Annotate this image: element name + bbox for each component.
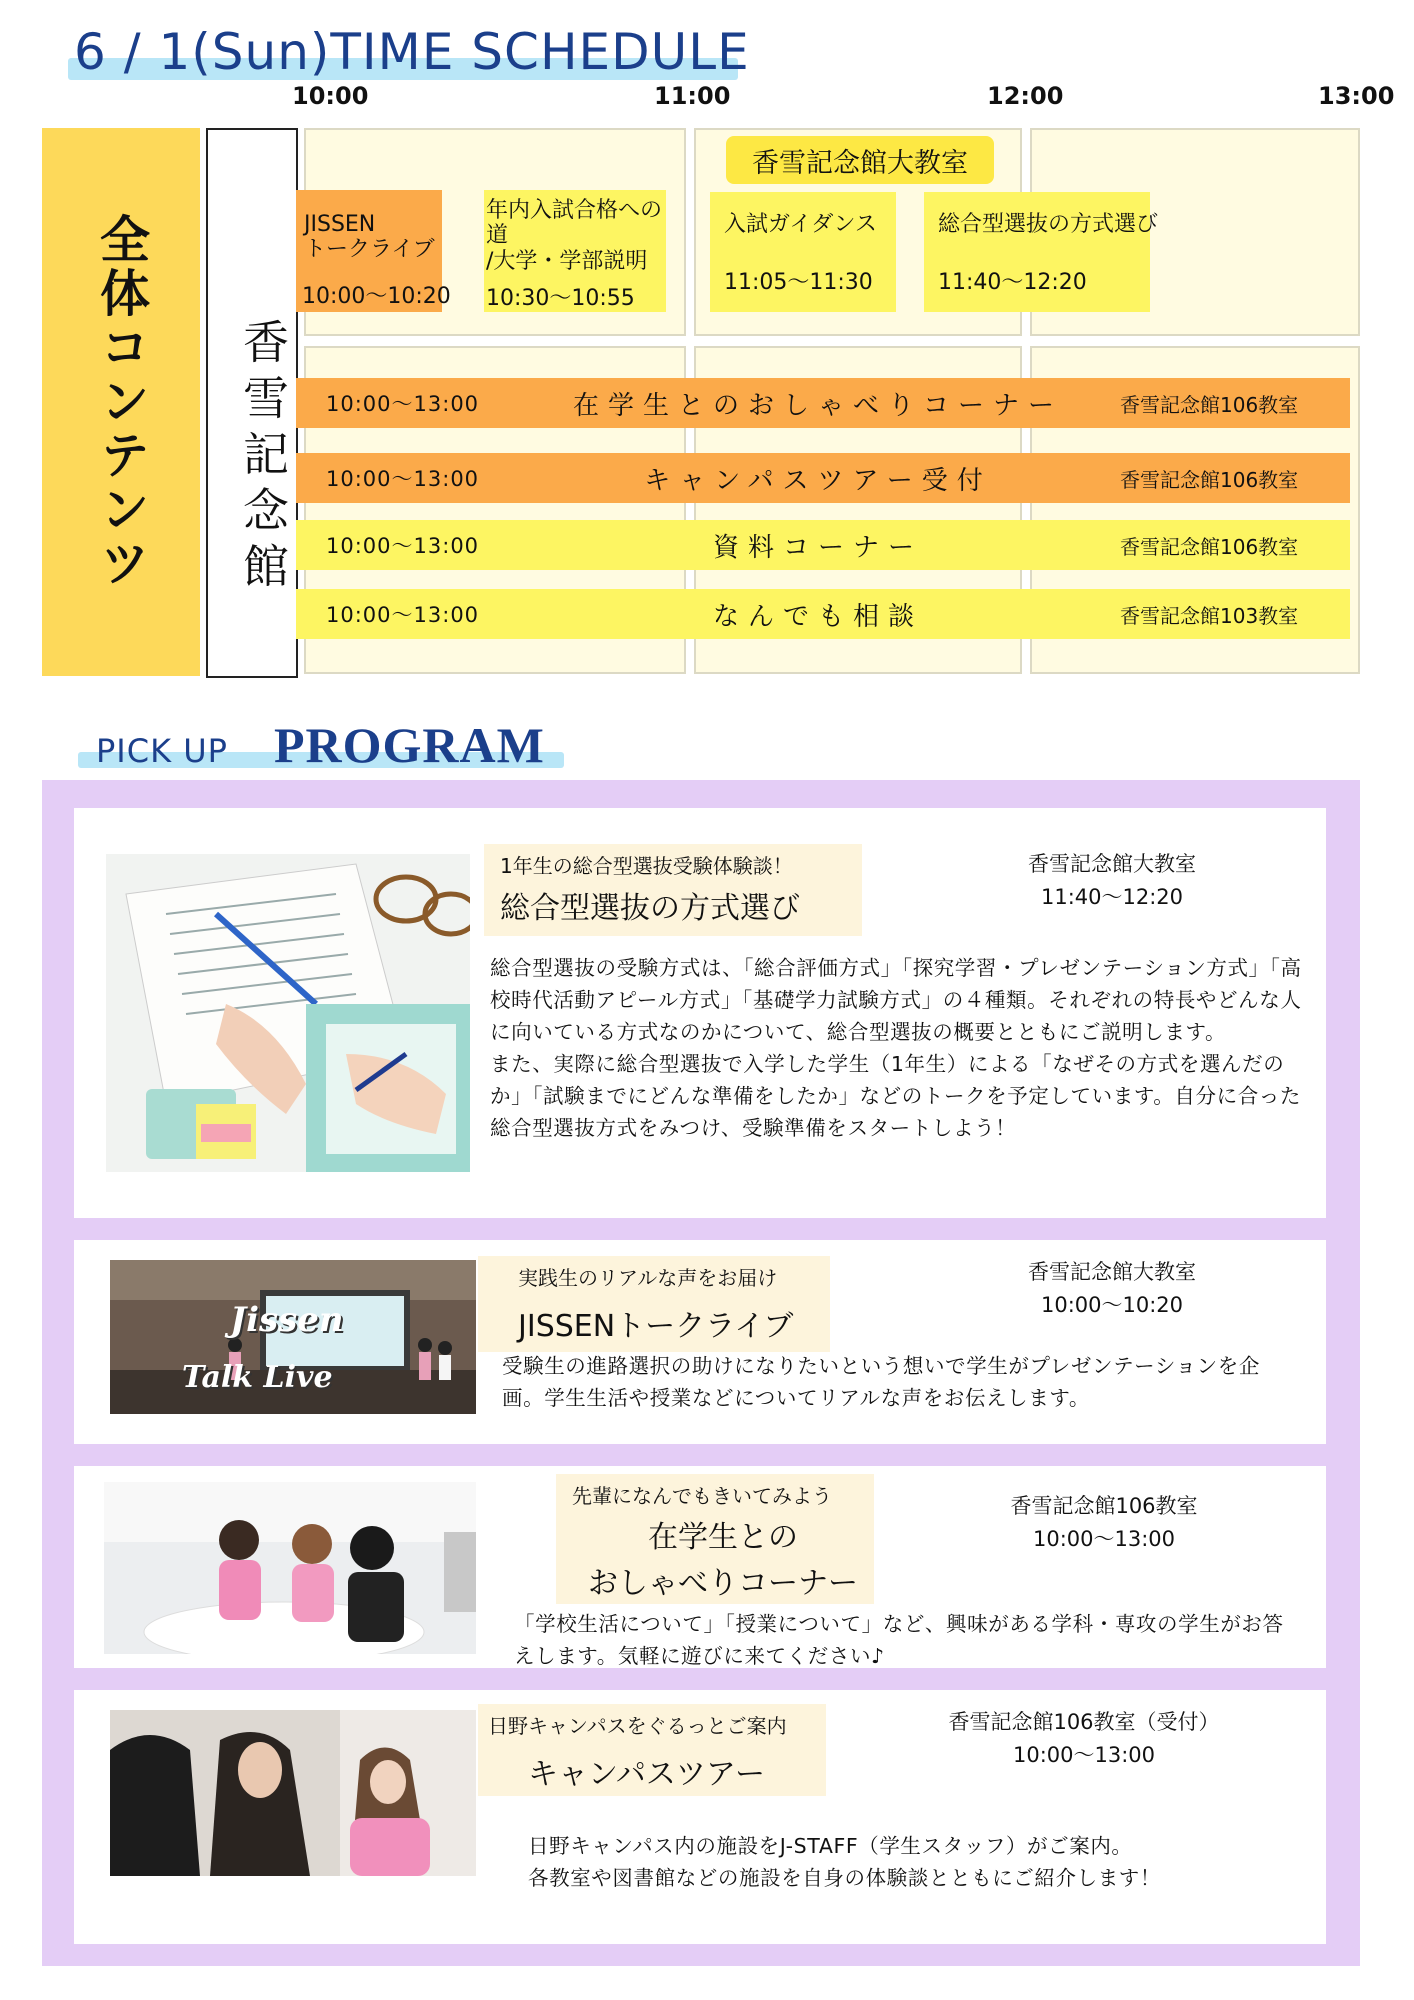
program-room: 香雪記念館大教室 xyxy=(1028,1260,1196,1284)
program-meta xyxy=(932,1256,1292,1322)
bar-time: 10:00〜13:00 xyxy=(326,467,480,491)
all-day-bar xyxy=(296,520,1350,570)
session-title: 年内入試合格への道 /大学・学部説明 xyxy=(486,198,663,274)
bar-room: 香雪記念館106教室 xyxy=(1120,467,1299,492)
program-description: 受験生の進路選択の助けになりたいという想いで学生がプレゼンテーションを企画。学生生活や授業などについてリアルな声をお伝えします。 xyxy=(502,1354,1260,1410)
page-title: 6 / 1(Sun)TIME SCHEDULE xyxy=(74,23,750,81)
bar-room: 香雪記念館106教室 xyxy=(1120,534,1299,559)
program-tag: 先輩になんでもきいてみよう xyxy=(572,1484,832,1508)
program-photo-campus-tour xyxy=(110,1710,476,1876)
room-tag: 香雪記念館大教室 xyxy=(726,136,994,184)
bar-room: 香雪記念館103教室 xyxy=(1120,603,1299,628)
program-description: 総合型選抜の受験方式は、「総合評価方式」「探究学習・プレゼンテーション方式」「高校時代活動アピール方式」「基礎学力試験方式」の４種類。それぞれの特長やどんな人に向いている方式なのかについて、総合型選抜の概要とともにご説明します。 また、実際に総合型選抜で入学した学生（1年生）による「なぜその方式を選んだのか」「試験までにどんな準備をしたか」などのトークを予定しています。自分に合った総合型選抜方式をみつけ、受験準備をスタートしよう！ xyxy=(490,956,1302,1140)
time-axis-label: 11:00 xyxy=(654,82,731,110)
session-admission-guide xyxy=(484,190,666,312)
session-method-selection xyxy=(924,192,1159,312)
program-description: 日野キャンパス内の施設をJ-STAFF（学生スタッフ）がご案内。 各教室や図書館などの施設を自身の体験談とともにご紹介します！ xyxy=(528,1834,1161,1890)
venue-box xyxy=(206,128,298,678)
program-card-method-selection xyxy=(74,808,1326,1218)
bar-room: 香雪記念館106教室 xyxy=(1120,392,1299,417)
bar-time: 10:00〜13:00 xyxy=(326,603,480,627)
program-photo-talk-live xyxy=(110,1260,476,1414)
program-card-talk-live xyxy=(74,1240,1326,1444)
program-time: 10:00〜10:20 xyxy=(1040,1293,1184,1317)
all-day-bar xyxy=(296,589,1350,639)
bar-title: なんでも相談 xyxy=(712,601,923,632)
program-card-chat-corner xyxy=(74,1466,1326,1668)
program-room: 香雪記念館106教室 xyxy=(1010,1494,1198,1518)
all-day-bar xyxy=(296,453,1350,503)
program-photo-study xyxy=(106,854,470,1172)
bar-time: 10:00〜13:00 xyxy=(326,392,480,416)
session-time: 11:40〜12:20 xyxy=(938,270,1087,295)
talk-live-logo-text: Talk Live xyxy=(182,1360,333,1395)
bar-time: 10:00〜13:00 xyxy=(326,534,480,558)
all-day-bar xyxy=(296,378,1350,428)
program-room: 香雪記念館大教室 xyxy=(1028,852,1196,876)
program-subtitle-box xyxy=(478,1256,830,1352)
pickup-label-small: PICK UP xyxy=(96,732,228,770)
bar-title: 資料コーナー xyxy=(712,532,923,563)
program-meta xyxy=(924,1490,1284,1556)
program-description: 「学校生活について」「授業について」など、興味がある学科・専攻の学生がお答えします。気軽に遊びに来てください♪ xyxy=(514,1612,1284,1668)
program-subtitle-box xyxy=(478,1704,826,1796)
program-photo-chat-corner xyxy=(104,1482,476,1654)
program-tag: 日野キャンパスをぐるっとご案内 xyxy=(488,1714,787,1738)
program-time: 10:00〜13:00 xyxy=(1012,1743,1156,1767)
bar-title: 在学生とのおしゃべりコーナー xyxy=(572,390,1063,421)
program-title: キャンパスツアー xyxy=(528,1757,765,1792)
session-title: 総合型選抜の方式選び xyxy=(938,212,1159,237)
program-time: 10:00〜13:00 xyxy=(1032,1527,1176,1551)
program-tag: 実践生のリアルな声をお届け xyxy=(518,1266,778,1290)
time-axis-label: 10:00 xyxy=(292,82,369,110)
program-card-campus-tour xyxy=(74,1690,1326,1944)
session-time: 10:30〜10:55 xyxy=(486,286,635,311)
program-title: 総合型選抜の方式選び xyxy=(500,891,800,926)
bar-title: キャンパスツアー受付 xyxy=(644,465,992,496)
session-time: 11:05〜11:30 xyxy=(724,270,873,295)
session-time: 10:00〜10:20 xyxy=(302,284,451,309)
program-subtitle-box xyxy=(484,844,862,936)
program-time: 11:40〜12:20 xyxy=(1040,885,1184,909)
program-meta xyxy=(884,1706,1284,1772)
venue-label: 香雪記念館 xyxy=(236,318,290,598)
program-tag: 1年生の総合型選抜受験体験談！ xyxy=(500,854,793,878)
time-axis-label: 13:00 xyxy=(1318,82,1395,110)
category-band xyxy=(42,128,200,676)
program-room: 香雪記念館106教室（受付） xyxy=(948,1710,1220,1734)
program-title: JISSENトークライブ xyxy=(518,1309,794,1344)
talk-live-logo-text: Jissen xyxy=(230,1300,344,1340)
session-title: 入試ガイダンス xyxy=(724,212,877,237)
program-title: 在学生との おしゃべりコーナー xyxy=(588,1520,858,1601)
session-exam-guidance xyxy=(710,192,896,312)
time-axis-label: 12:00 xyxy=(987,82,1064,110)
session-title: JISSEN トークライブ xyxy=(304,212,435,263)
pickup-label-big: PROGRAM xyxy=(274,717,545,773)
session-jissen-talk-live xyxy=(296,190,451,312)
program-meta xyxy=(932,848,1292,914)
category-label: 全体コンテンツ xyxy=(92,213,150,591)
program-subtitle-box xyxy=(556,1474,874,1604)
